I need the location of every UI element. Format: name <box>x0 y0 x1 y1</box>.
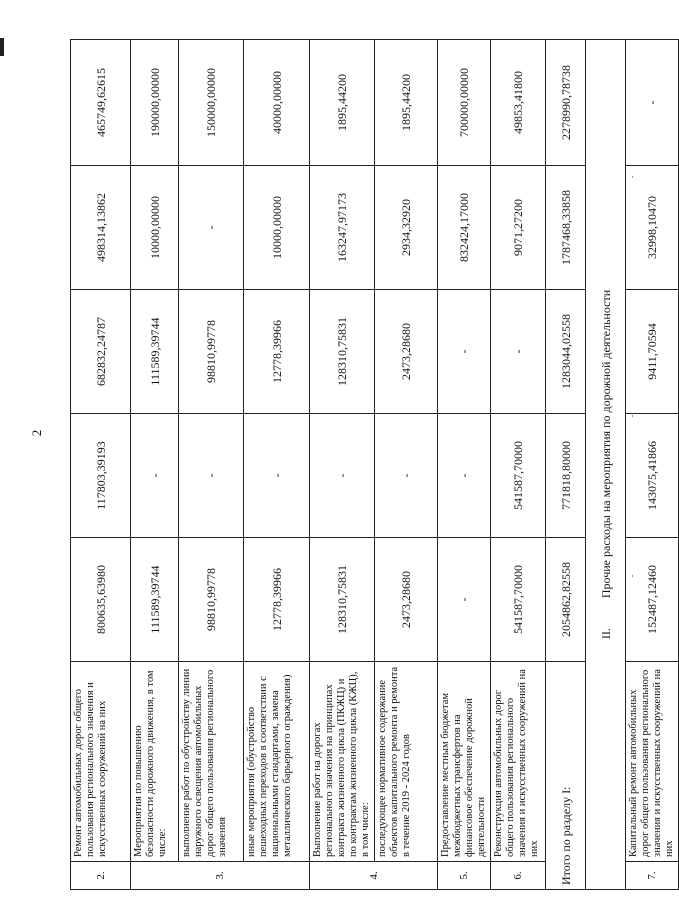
value-cell: 190000,00000 <box>131 40 179 166</box>
value-cell: 40000,00000 <box>244 40 310 166</box>
value-cell: 541587,70000 <box>491 538 546 662</box>
row-index <box>131 862 310 890</box>
budget-table <box>70 39 679 890</box>
value-cell: - <box>626 40 679 166</box>
value-cell: 98810,99778 <box>179 538 244 662</box>
value-cell: 163247,97173 <box>310 166 375 290</box>
value-cell: 32998,10470 <box>626 166 679 290</box>
value-cell: 152487,12460 <box>626 538 679 662</box>
value-cell: - <box>131 414 179 538</box>
row-name: Предоставление местным бюджетам межбюджетных трансфертов на финансовое обеспечение дорожной деятельности <box>438 662 491 862</box>
table-row <box>179 40 244 890</box>
value-cell: 150000,00000 <box>179 40 244 166</box>
value-cell: - <box>310 414 375 538</box>
section-number: II. <box>598 628 613 640</box>
value-cell: 498314,13862 <box>71 166 131 290</box>
value-cell: 465749,62615 <box>71 40 131 166</box>
value-cell: 1895,44200 <box>310 40 375 166</box>
row-index: 6. <box>491 862 546 890</box>
value-cell: 49853,41800 <box>491 40 546 166</box>
total-row <box>546 40 586 890</box>
value-cell: - <box>438 538 491 662</box>
total-value: 1283044,02558 <box>546 290 586 414</box>
value-cell: - <box>438 290 491 414</box>
row-index <box>310 862 438 890</box>
value-cell: - <box>438 414 491 538</box>
value-cell: 128310,75831 <box>310 538 375 662</box>
table-row <box>375 40 438 890</box>
row-index-label: 3. <box>214 871 226 880</box>
section-heading <box>586 40 626 890</box>
table-row <box>71 40 131 890</box>
total-value: 2054862,82558 <box>546 538 586 662</box>
value-cell: 111589,39744 <box>131 538 179 662</box>
value-cell: - <box>244 414 310 538</box>
row-name: последующее нормативное содержание объектов капитального ремонта и ремонта в течение 2019 - 2024 годов <box>375 662 438 862</box>
value-cell: 10000,00000 <box>131 166 179 290</box>
value-cell: 12778,39966 <box>244 290 310 414</box>
value-cell: 700000,00000 <box>438 40 491 166</box>
value-cell: 682832,24787 <box>71 290 131 414</box>
value-cell: 111589,39744 <box>131 290 179 414</box>
total-value: 2278990,78738 <box>546 40 586 166</box>
total-value: 1787468,33858 <box>546 166 586 290</box>
row-name: Ремонт автомобильных дорог общего пользования регионального значения и искусственных сооружений на них <box>71 662 131 862</box>
value-cell: 12778,39966 <box>244 538 310 662</box>
value-cell: 832424,17000 <box>438 166 491 290</box>
value-cell: 128310,75831 <box>310 290 375 414</box>
value-cell: 98810,99778 <box>179 290 244 414</box>
row-name: Мероприятия по повышению безопасности дорожного движения, в том числе: <box>131 662 179 862</box>
rotated-budget-table-sheet <box>70 40 675 890</box>
section-heading-row <box>586 40 626 890</box>
row-index: 7. <box>626 862 679 890</box>
row-name: выполнение работ по обустройству линии наружного освещения автомобильных дорог общего пользования регионального значения <box>179 662 244 862</box>
value-cell: 10000,00000 <box>244 166 310 290</box>
value-cell: 1895,44200 <box>375 40 438 166</box>
table-row <box>438 40 491 890</box>
section-title: Прочие расходы на мероприятия по дорожной деятельности <box>598 289 613 599</box>
scan-edge-mark <box>0 38 4 56</box>
row-name: Выполнение работ на дорогах регионального значения на принципах контракта жизненного цикла (ПКЖЦ) и по контрактам жизненного цикла (КЖЦ), в том числе: <box>310 662 375 862</box>
value-cell: - <box>375 414 438 538</box>
row-index-label: 4. <box>367 871 380 880</box>
table-row <box>491 40 546 890</box>
total-value: 771818,80000 <box>546 414 586 538</box>
value-cell: 143075,41866 <box>626 414 679 538</box>
value-cell: 9411,70594 <box>626 290 679 414</box>
page-number: 2 <box>29 429 44 437</box>
value-cell: 117803,39193 <box>71 414 131 538</box>
row-index: 5. <box>438 862 491 890</box>
row-name: иные мероприятия (обустройство пешеходных переходов в соответствии с национальными стандартами, замена металлического барьерного ограждения) <box>244 662 310 862</box>
value-cell: - <box>491 290 546 414</box>
row-index: 2. <box>71 862 131 890</box>
value-cell: 541587,70000 <box>491 414 546 538</box>
value-cell: - <box>179 166 244 290</box>
value-cell: 2473,28680 <box>375 290 438 414</box>
value-cell: 9071,27200 <box>491 166 546 290</box>
row-name: Реконструкция автомобильных дорог общего пользования регионального значения и искусственных сооружений на них <box>491 662 546 862</box>
table-row <box>244 40 310 890</box>
value-cell: 2473,28680 <box>375 538 438 662</box>
table-row <box>626 40 679 890</box>
value-cell: 2934,32920 <box>375 166 438 290</box>
total-label: Итого по разделу I: <box>546 662 586 890</box>
row-name: Капитальный ремонт автомобильных дорог общего пользования регионального значения и искусственных сооружений на них <box>626 662 679 862</box>
table-row <box>131 40 179 890</box>
table-row <box>310 40 375 890</box>
value-cell: 800635,63980 <box>71 538 131 662</box>
value-cell: - <box>179 414 244 538</box>
